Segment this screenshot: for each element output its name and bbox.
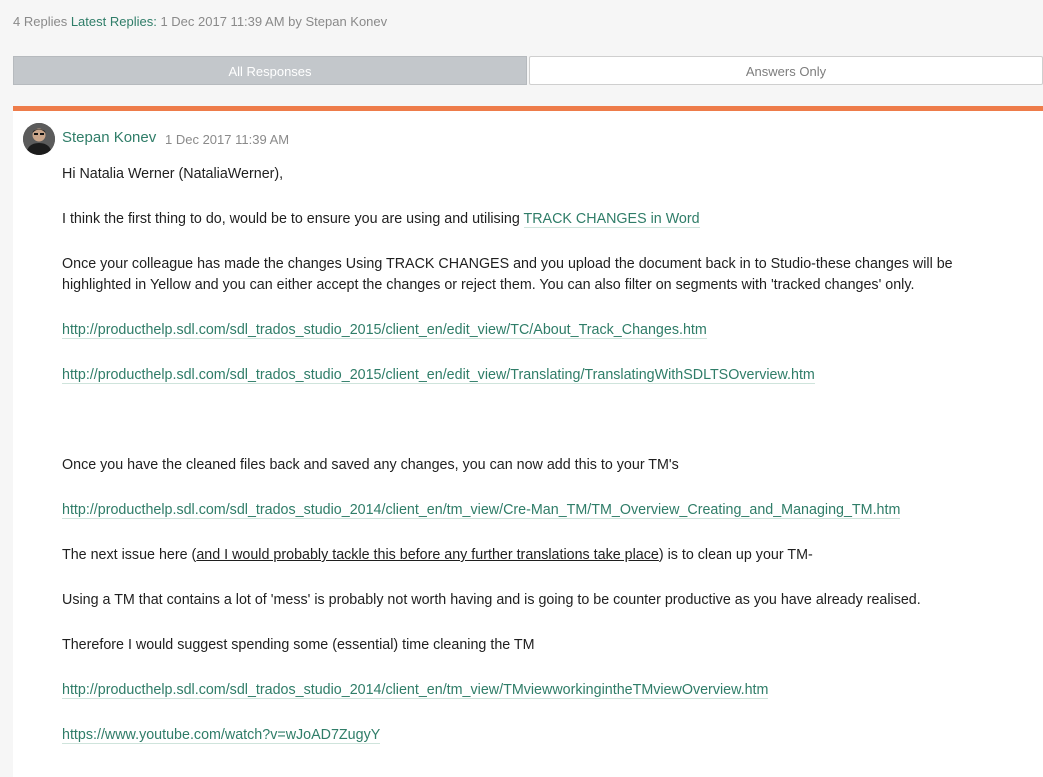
response-filter-tabs	[13, 56, 1043, 87]
link-2-para	[62, 365, 1022, 386]
paragraph-1	[62, 209, 1022, 230]
latest-replies-meta: 1 Dec 2017 11:39 AM by Stepan Konev	[160, 14, 388, 29]
paragraph-3: Once you have the cleaned files back and saved any changes, you can now add this to your TM's	[62, 457, 679, 473]
paragraph-4	[62, 545, 1022, 566]
paragraph-4-end: ) is to clean up your TM-	[658, 547, 813, 563]
about-track-changes-link[interactable]: http://producthelp.sdl.com/sdl_trados_studio_2015/client_en/edit_view/TC/About_Track_Changes.htm	[62, 322, 707, 338]
avatar[interactable]	[23, 123, 55, 155]
paragraph-6: Therefore I would suggest spending some (essential) time cleaning the TM	[62, 637, 535, 653]
link-4-para	[62, 680, 1022, 701]
paragraph-4-start: The next issue here (	[62, 547, 197, 563]
paragraph-1-text: I think the first thing to do, would be to ensure you are using and utilising	[62, 211, 524, 227]
user-avatar-icon	[23, 123, 55, 155]
thread-summary	[13, 14, 387, 29]
latest-replies-label[interactable]: Latest Replies:	[70, 14, 157, 29]
author-name[interactable]: Stepan Konev	[62, 129, 157, 146]
paragraph-5: Using a TM that contains a lot of 'mess' is probably not worth having and is going to be counter productive as you have already realised.	[62, 592, 921, 608]
replies-count: 4 Replies	[13, 14, 68, 29]
tab-all-responses[interactable]: All Responses	[13, 56, 527, 85]
tm-view-overview-link[interactable]: http://producthelp.sdl.com/sdl_trados_studio_2014/client_en/tm_view/TMviewworkingintheTMviewOverview.htm	[62, 682, 769, 698]
translating-overview-link[interactable]: http://producthelp.sdl.com/sdl_trados_studio_2015/client_en/edit_view/Translating/TranslatingWithSDLTSOverview.htm	[62, 367, 815, 383]
track-changes-link[interactable]: TRACK CHANGES in Word	[523, 211, 700, 227]
post-body	[62, 164, 1022, 770]
paragraph-2: Once your colleague has made the changes Using TRACK CHANGES and you upload the document back in to Studio-these changes will be highlighted in Yellow and you can either accept the changes or reject them. You can also filter on segments with 'tracked changes' only.	[62, 256, 953, 293]
youtube-link[interactable]: https://www.youtube.com/watch?v=wJoAD7ZugyY	[62, 727, 381, 743]
greeting: Hi Natalia Werner (NataliaWerner),	[62, 166, 284, 182]
link-1-para	[62, 320, 1022, 341]
link-3-para	[62, 500, 1022, 521]
tab-answers-only[interactable]: Answers Only	[529, 56, 1043, 85]
tm-overview-link[interactable]: http://producthelp.sdl.com/sdl_trados_studio_2014/client_en/tm_view/Cre-Man_TM/TM_Overview_Creating_and_Managing_TM.htm	[62, 502, 901, 518]
reply-post	[13, 111, 1043, 777]
paragraph-4-underlined: and I would probably tackle this before any further translations take place	[196, 547, 659, 563]
link-5-para	[62, 725, 1022, 746]
post-date: 1 Dec 2017 11:39 AM	[165, 132, 290, 147]
